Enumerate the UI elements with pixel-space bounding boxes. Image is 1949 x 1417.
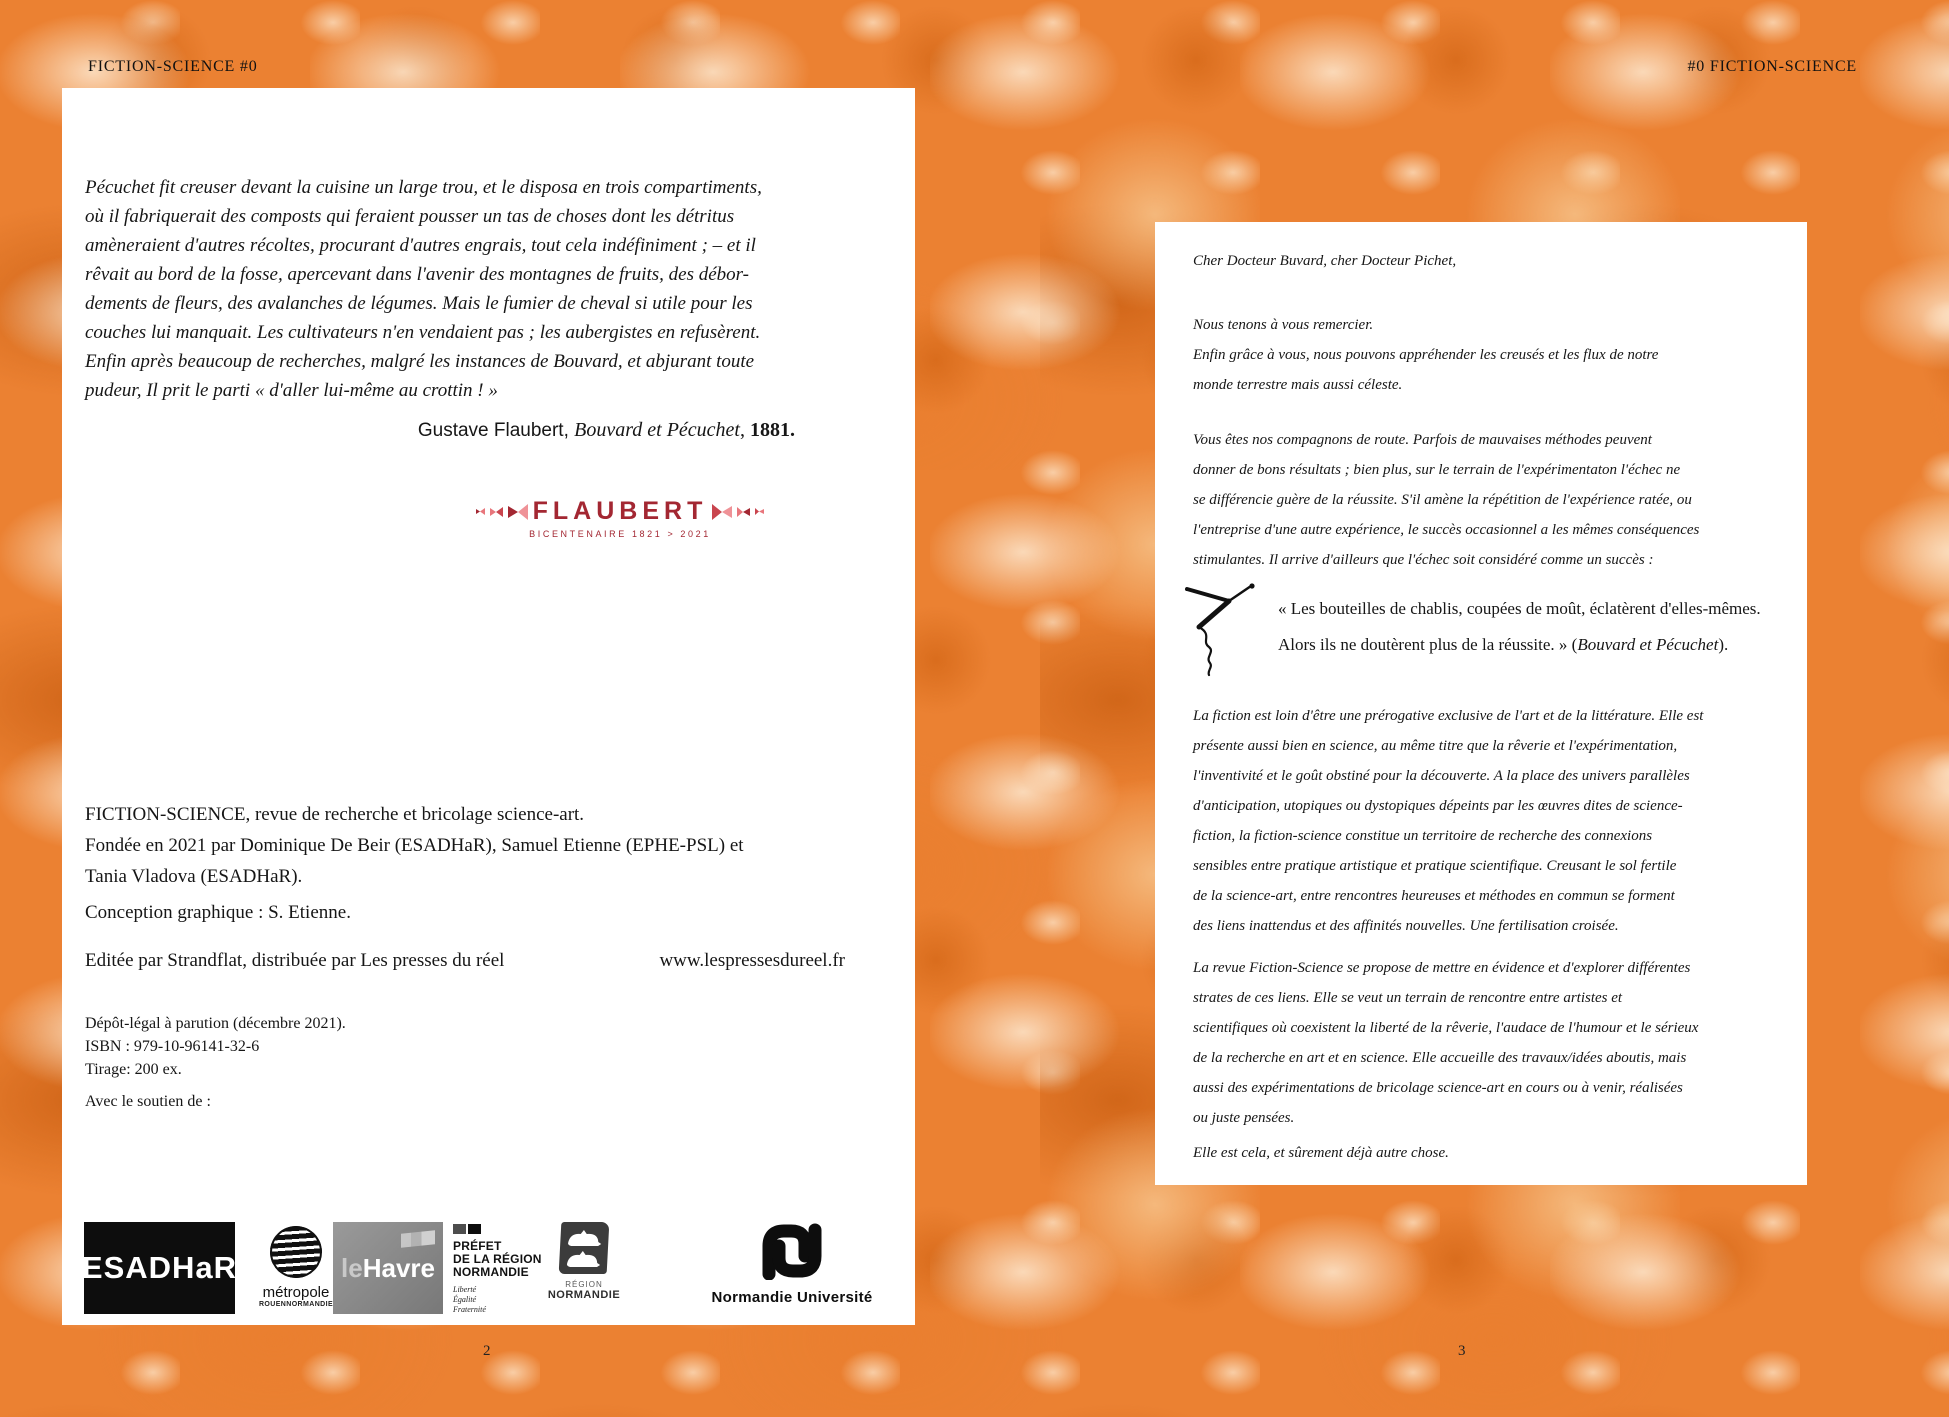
flaubert-bicentenaire-logo: [470, 497, 770, 539]
pen-sketch-icon: [1183, 579, 1261, 690]
region-label: RÉGION: [565, 1280, 603, 1289]
esadhar-logo-text: ESADHaR: [81, 1250, 238, 1285]
publisher-text: Editée par Strandflat, distribuée par Les presses du réel: [85, 950, 505, 971]
running-head-right: #0 FICTION-SCIENCE: [1687, 58, 1857, 75]
letter-paragraph-1: Nous tenons à vous remercier. Enfin grâce à vous, nous pouvons appréhender les creusés et les flux de notre monde terrestre mais aussi céleste.: [1193, 317, 1659, 393]
metropole-name: métropole: [262, 1284, 330, 1301]
running-head-left: FICTION-SCIENCE #0: [88, 58, 258, 75]
metropole-rouen-logo: [250, 1222, 342, 1314]
prefet-title-lines: PRÉFET DE LA RÉGION NORMANDIE: [453, 1239, 542, 1279]
colophon-founders: FICTION-SCIENCE, revue de recherche et bricolage science-art. Fondée en 2021 par Dominique De Beir (ESADHaR), Samuel Etienne (EPHE-PSL) et Tania Vladova (ESADHaR).: [85, 804, 744, 887]
flaubert-logo-subtitle: BICENTENAIRE 1821 > 2021: [529, 529, 711, 539]
quote-attribution: [62, 419, 795, 442]
flag-ribbon-icon: [508, 504, 528, 520]
right-page: [1155, 222, 1807, 1185]
esadhar-logo: [81, 1222, 238, 1314]
colophon-legal: Dépôt-légal à parution (décembre 2021). ISBN : 979-10-96141-32-6 Tirage: 200 ex.: [85, 1015, 346, 1078]
metropole-globe-icon: [268, 1224, 324, 1280]
attribution-sep: ,: [740, 419, 750, 441]
normandie-universite-logo: [704, 1222, 880, 1306]
le-havre-prefix: le: [341, 1252, 363, 1283]
letter-salutation: Cher Docteur Buvard, cher Docteur Pichet,: [1193, 253, 1457, 269]
publisher-website: www.lespressesdureel.fr: [659, 950, 845, 971]
flaubert-quote-paragraph: Pécuchet fit creuser devant la cuisine un large trou, et le disposa en trois compartiments, où il fabriquerait des composts qui feraient pousser un tas de choses dont les détritus amèneraient d'autres récoltes, procurant d'autres engrais, tout cela indéfiniment ; – et il rêvait au bord de la fosse, apercevant dans l'avenir des montagnes de fruits, des débor- dements de fleurs, des avalanches de légumes. Mais le fumier de cheval si utile pour les couches lui manquait. Les cultivateurs n'en vendaient pas ; les aubergistes en refusèrent. Enfin après beaucoup de recherches, malgré les instances de Bouvard, et abjurant toute pudeur, Il prit le parti « d'aller lui-même au crottin ! »: [85, 177, 762, 401]
flag-ribbon-icon: [737, 507, 750, 517]
flag-ribbon-icon: [490, 507, 503, 517]
page-number-left: 2: [483, 1343, 491, 1359]
letter-closing: Elle est cela, et sûrement déjà autre chose.: [1193, 1145, 1449, 1161]
sponsor-logos-row: [81, 1222, 894, 1314]
le-havre-name: Havre: [362, 1252, 435, 1283]
attribution-work: Bouvard et Pécuchet: [574, 419, 740, 441]
region-normandie-logo: [539, 1222, 629, 1301]
le-havre-logo: [333, 1222, 443, 1314]
flaubert-logo-title: FLAUBERT: [532, 497, 708, 525]
metropole-subtitle: ROUENNORMANDIE: [258, 1301, 334, 1308]
normandy-lions-icon: [559, 1222, 610, 1274]
colophon-publisher: [85, 945, 845, 976]
prefet-region-normandie-logo: [453, 1222, 553, 1315]
support-heading: Avec le soutien de :: [85, 1093, 211, 1110]
nu-name: Normandie Université: [711, 1289, 873, 1306]
colophon-conception: Conception graphique : S. Etienne.: [85, 902, 351, 923]
page-number-right: 3: [1458, 1343, 1466, 1359]
letter-paragraph-3: La fiction est loin d'être une prérogative exclusive de l'art et de la littérature. Elle est présente aussi bien en science, au même titre que la rêverie et l'expérimentation, l'inventivité et le goût obstiné pour la découverte. A la place des univers parallèles d'anticipation, utopiques ou dystopiques dépeints par les œuvres dites de science- fiction, la fiction-science constitue un territoire de recherche des connexions sensibles entre pratique artistique et pratique scientifique. Creusant le sol fertile de la science-art, entre rencontres heureuses et méthodes en commun se forment des liens inattendus et des affinités nouvelles. Une fertilisation croisée.: [1193, 708, 1704, 934]
flag-ribbon-icon: [476, 508, 485, 515]
flag-ribbon-icon: [712, 504, 732, 520]
le-havre-flag-icon: [401, 1230, 435, 1248]
citation-text: « Les bouteilles de chablis, coupées de moût, éclatèrent d'elles-mêmes. Alors ils ne doutèrent plus de la réussite. » (Bouvard et Pécuchet).: [1278, 599, 1761, 654]
prefet-devise-lines: Liberté Égalité Fraternité: [453, 1285, 486, 1314]
nu-monogram-icon: [755, 1222, 829, 1280]
region-name: NORMANDIE: [547, 1289, 621, 1301]
flaubert-citation-block: [1193, 583, 1807, 683]
french-flag-icon: [453, 1224, 553, 1234]
attribution-author: Gustave Flaubert,: [417, 420, 575, 441]
letter-paragraph-4: La revue Fiction-Science se propose de mettre en évidence et d'explorer différentes strates de ces liens. Elle se veut un terrain de rencontre entre artistes et scientifiques où coexistent la liberté de la rêverie, l'audace de l'humour et le sérieux de la recherche en art et en science. Elle accueille des travaux/idées aboutis, mais aussi des expérimentations de bricolage science-art en cours ou à venir, réalisées ou juste pensées.: [1193, 960, 1699, 1126]
flag-ribbon-icon: [755, 508, 764, 515]
attribution-year: 1881.: [750, 419, 795, 441]
letter-paragraph-2: Vous êtes nos compagnons de route. Parfois de mauvaises méthodes peuvent donner de bons résultats ; bien plus, sur le terrain de l'expérimentaton l'échec ne se différencie guère de la réussite. S'il amène la répétition de l'expérience ratée, ou l'entreprise d'une autre expérience, le succès occasionnel a les mêmes conséquences stimulantes. Il arrive d'ailleurs que l'échec soit considéré comme un succès :: [1193, 432, 1700, 568]
left-page: [62, 88, 915, 1325]
